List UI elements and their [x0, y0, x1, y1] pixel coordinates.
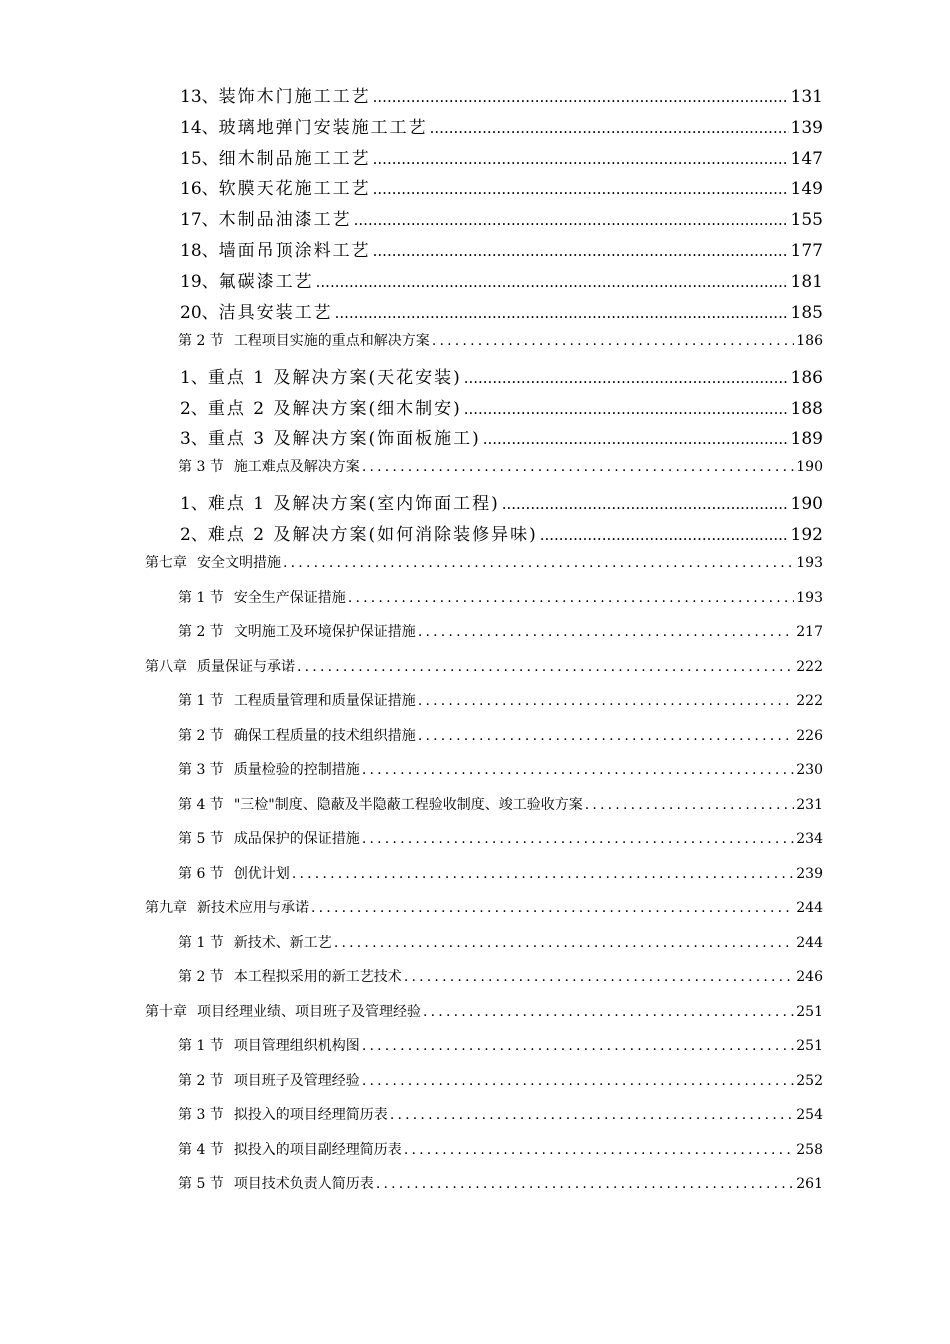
page-number: 230	[796, 762, 823, 778]
dot-leader	[390, 1107, 794, 1123]
page-number: 222	[796, 659, 823, 675]
toc-section[interactable]	[178, 828, 823, 848]
page-number: 217	[796, 624, 823, 640]
section-title: 项目技术负责人简历表	[233, 1176, 374, 1192]
entry-number: 14、	[180, 118, 219, 138]
page-number: 186	[796, 333, 823, 349]
section-label: 第 2 节	[178, 624, 224, 640]
section-title: 新技术、新工艺	[233, 935, 332, 951]
entry-number: 15、	[180, 149, 219, 169]
dot-leader	[362, 1038, 794, 1054]
section-title: 项目班子及管理经验	[233, 1073, 360, 1089]
section-title: 文明施工及环境保护保证措施	[233, 624, 416, 640]
section-title: "三检"制度、隐蔽及半隐蔽工程验收制度、竣工验收方案	[233, 797, 583, 813]
page-number: 231	[796, 797, 823, 813]
toc-chapter[interactable]	[145, 656, 823, 676]
page-number: 246	[796, 969, 823, 985]
toc-entry[interactable]	[180, 363, 823, 388]
toc-section[interactable]	[178, 1104, 823, 1124]
toc-section[interactable]	[178, 1139, 823, 1159]
section-title: 施工难点及解决方案	[233, 459, 360, 475]
dot-leader	[373, 180, 789, 198]
section-label: 第 3 节	[178, 762, 224, 778]
toc-entry[interactable]	[180, 205, 823, 230]
entry-number: 18、	[180, 241, 219, 261]
toc-entry[interactable]	[180, 82, 823, 107]
section-label: 第 4 节	[178, 1142, 224, 1158]
dot-leader	[362, 762, 794, 778]
entry-number: 2、	[180, 525, 208, 545]
toc-section[interactable]	[178, 1173, 823, 1193]
dot-leader	[430, 119, 789, 137]
dot-leader	[483, 430, 789, 448]
toc-section[interactable]	[178, 1070, 823, 1090]
section-label: 第 1 节	[178, 935, 224, 951]
entry-title: 难点 1 及解决方案(室内饰面工程)	[207, 494, 500, 514]
entry-title: 洁具安装工艺	[218, 303, 333, 323]
dot-leader	[292, 866, 794, 882]
toc-section[interactable]	[178, 863, 823, 883]
section-label: 第 2 节	[178, 969, 224, 985]
dot-leader	[418, 693, 794, 709]
section-title: 确保工程质量的技术组织措施	[233, 728, 416, 744]
section-title: 本工程拟采用的新工艺技术	[233, 969, 402, 985]
entry-number: 17、	[180, 210, 219, 230]
entry-title: 重点 1 及解决方案(天花安装)	[207, 368, 462, 388]
entry-number: 1、	[180, 494, 208, 514]
section-title: 工程质量管理和质量保证措施	[233, 693, 416, 709]
dot-leader	[354, 211, 789, 229]
dot-leader	[373, 150, 789, 168]
section-label: 第 4 节	[178, 797, 224, 813]
dot-leader	[432, 333, 794, 349]
section-label: 第 6 节	[178, 866, 224, 882]
page-number: 244	[796, 935, 823, 951]
section-label: 第 2 节	[178, 333, 224, 349]
entry-number: 20、	[180, 303, 219, 323]
dot-leader	[316, 273, 789, 291]
toc-entry[interactable]	[180, 394, 823, 419]
toc-section[interactable]	[178, 690, 823, 710]
section-label: 第 1 节	[178, 693, 224, 709]
dot-leader	[335, 304, 789, 322]
chapter-label: 第九章	[145, 900, 187, 916]
entry-number: 1、	[180, 368, 208, 388]
toc-section[interactable]	[178, 456, 823, 476]
section-title: 安全生产保证措施	[233, 590, 346, 606]
chapter-title: 项目经理业绩、项目班子及管理经验	[197, 1004, 421, 1020]
page-number: 252	[796, 1073, 823, 1089]
section-label: 第 2 节	[178, 1073, 224, 1089]
toc-entry[interactable]	[180, 267, 823, 292]
page-number: 155	[790, 210, 823, 230]
toc-entry[interactable]	[180, 174, 823, 199]
toc-section[interactable]	[178, 330, 823, 350]
page-number: 244	[796, 900, 823, 916]
entry-title: 难点 2 及解决方案(如何消除装修异味)	[207, 525, 538, 545]
dot-leader	[464, 400, 789, 418]
toc-entry[interactable]	[180, 520, 823, 545]
entry-title: 重点 2 及解决方案(细木制安)	[207, 399, 462, 419]
entry-title: 软膜天花施工工艺	[218, 179, 371, 199]
page-number: 251	[796, 1038, 823, 1054]
page-number: 149	[790, 179, 823, 199]
chapter-title: 新技术应用与承诺	[197, 900, 309, 916]
dot-leader	[404, 1142, 794, 1158]
toc-entry[interactable]	[180, 424, 823, 449]
page-number: 181	[790, 272, 823, 292]
entry-number: 13、	[180, 87, 219, 107]
section-title: 拟投入的项目副经理简历表	[233, 1142, 402, 1158]
section-title: 质量检验的控制措施	[233, 762, 360, 778]
page-number: 193	[796, 555, 823, 571]
page-number: 254	[796, 1107, 823, 1123]
entry-number: 16、	[180, 179, 219, 199]
dot-leader	[362, 1073, 794, 1089]
section-label: 第 1 节	[178, 1038, 224, 1054]
page-number: 186	[790, 368, 823, 388]
toc-section[interactable]	[178, 587, 823, 607]
page-number: 222	[796, 693, 823, 709]
page-number: 226	[796, 728, 823, 744]
chapter-title: 安全文明措施	[197, 555, 281, 571]
entry-title: 玻璃地弹门安装施工工艺	[218, 118, 428, 138]
toc-entry[interactable]	[180, 144, 823, 169]
section-label: 第 3 节	[178, 1107, 224, 1123]
toc-chapter[interactable]	[145, 897, 823, 917]
section-label: 第 3 节	[178, 459, 224, 475]
page-number: 234	[796, 831, 823, 847]
dot-leader	[311, 900, 794, 916]
page-number: 190	[796, 459, 823, 475]
entry-title: 细木制品施工工艺	[218, 149, 371, 169]
toc-section[interactable]	[178, 966, 823, 986]
entry-title: 木制品油漆工艺	[218, 210, 352, 230]
page-number: 261	[796, 1176, 823, 1192]
page-number: 190	[790, 494, 823, 514]
dot-leader	[418, 728, 794, 744]
page-number: 251	[796, 1004, 823, 1020]
chapter-label: 第十章	[145, 1004, 187, 1020]
toc-entry[interactable]	[180, 236, 823, 261]
entry-title: 氟碳漆工艺	[218, 272, 314, 292]
toc-section[interactable]	[178, 621, 823, 641]
page-number: 193	[796, 590, 823, 606]
dot-leader	[373, 242, 789, 260]
dot-leader	[348, 590, 794, 606]
dot-leader	[373, 88, 789, 106]
dot-leader	[418, 624, 794, 640]
dot-leader	[362, 831, 794, 847]
section-title: 拟投入的项目经理简历表	[233, 1107, 388, 1123]
dot-leader	[362, 459, 794, 475]
toc-entry[interactable]	[180, 113, 823, 138]
dot-leader	[404, 969, 794, 985]
page-number: 185	[790, 303, 823, 323]
entry-title: 墙面吊顶涂料工艺	[218, 241, 371, 261]
dot-leader	[585, 797, 795, 813]
entry-number: 3、	[180, 429, 208, 449]
entry-number: 19、	[180, 272, 219, 292]
dot-leader	[334, 935, 794, 951]
section-title: 项目管理组织机构图	[233, 1038, 360, 1054]
page-number: 131	[790, 87, 823, 107]
dot-leader	[297, 659, 794, 675]
toc-entry[interactable]	[180, 489, 823, 514]
dot-leader	[540, 526, 789, 544]
page-number: 188	[790, 399, 823, 419]
chapter-label: 第八章	[145, 659, 187, 675]
dot-leader	[502, 495, 789, 513]
section-label: 第 1 节	[178, 590, 224, 606]
page-number: 258	[796, 1142, 823, 1158]
toc-section[interactable]	[178, 759, 823, 779]
entry-title: 重点 3 及解决方案(饰面板施工)	[207, 429, 481, 449]
chapter-label: 第七章	[145, 555, 187, 571]
dot-leader	[423, 1004, 794, 1020]
toc-chapter[interactable]	[145, 552, 823, 572]
section-label: 第 2 节	[178, 728, 224, 744]
toc-entry[interactable]	[180, 298, 823, 323]
section-label: 第 5 节	[178, 1176, 224, 1192]
page-number: 139	[790, 118, 823, 138]
dot-leader	[464, 369, 789, 387]
page-number: 192	[790, 525, 823, 545]
entry-title: 装饰木门施工工艺	[218, 87, 371, 107]
toc-chapter[interactable]	[145, 1001, 823, 1021]
chapter-title: 质量保证与承诺	[197, 659, 295, 675]
section-label: 第 5 节	[178, 831, 224, 847]
toc-section[interactable]	[178, 932, 823, 952]
page-number: 177	[790, 241, 823, 261]
toc-section[interactable]	[178, 1035, 823, 1055]
dot-leader	[376, 1176, 794, 1192]
entry-number: 2、	[180, 399, 208, 419]
section-title: 创优计划	[233, 866, 290, 882]
section-title: 成品保护的保证措施	[233, 831, 360, 847]
toc-section[interactable]	[178, 725, 823, 745]
page-number: 147	[790, 149, 823, 169]
page-number: 189	[790, 429, 823, 449]
dot-leader	[283, 555, 794, 571]
section-title: 工程项目实施的重点和解决方案	[233, 333, 430, 349]
toc-section[interactable]	[178, 794, 823, 814]
page-number: 239	[796, 866, 823, 882]
